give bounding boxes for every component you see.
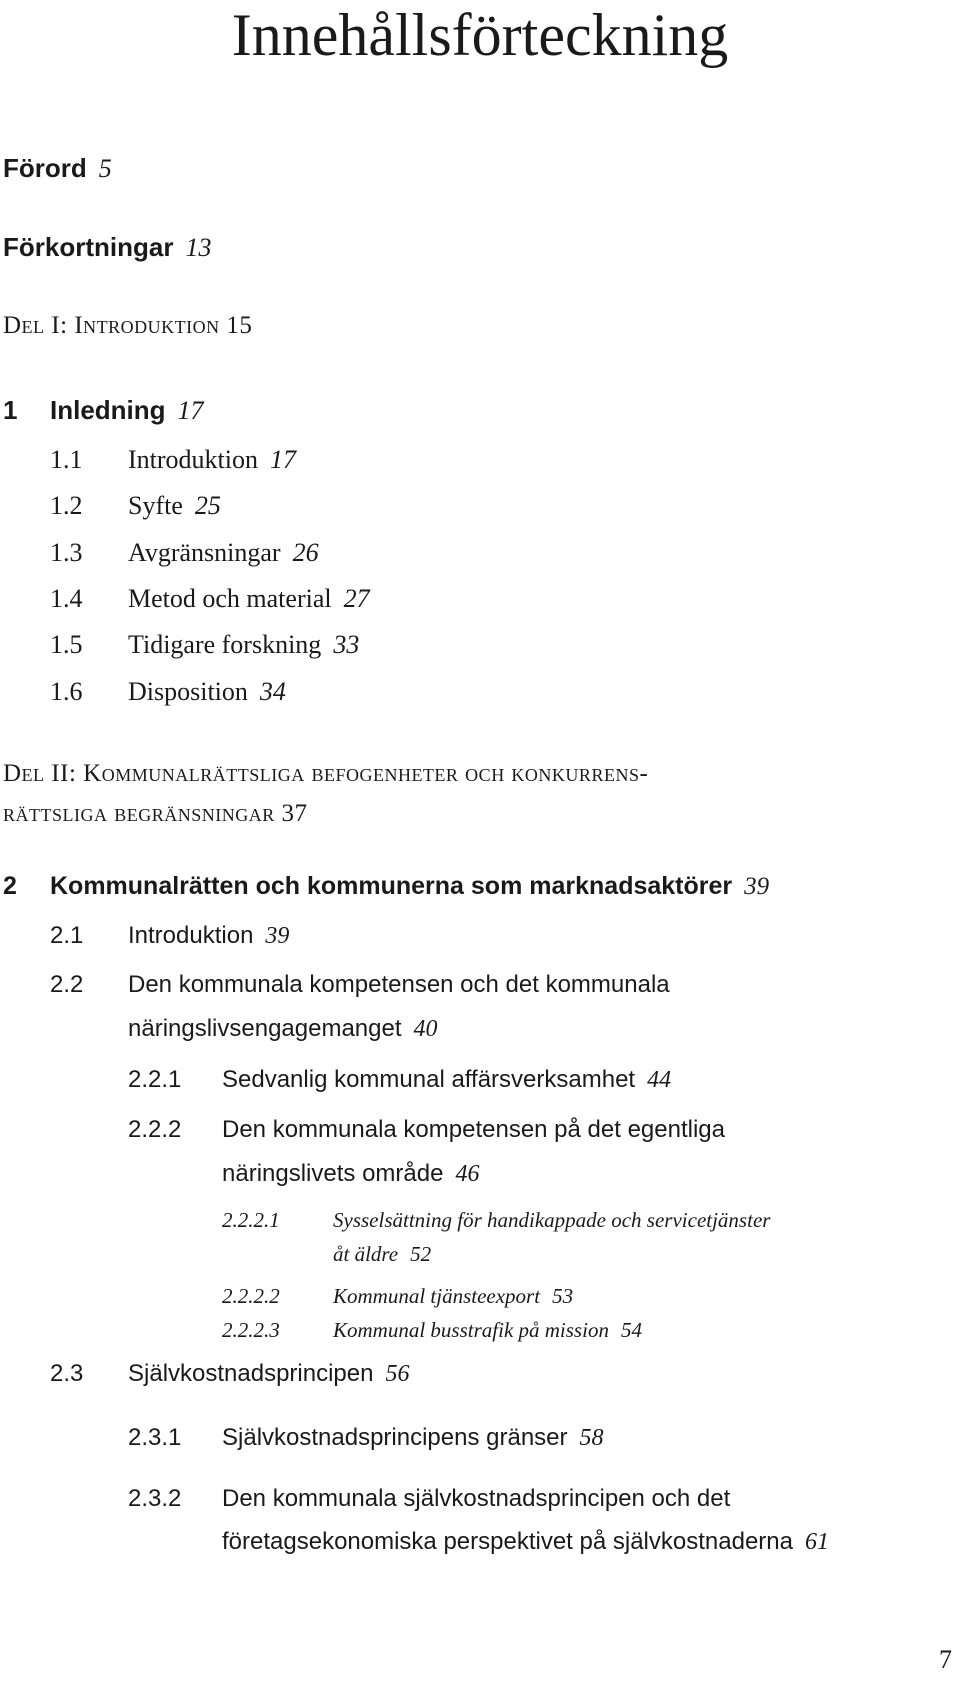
part-label: Del I: Introduktion — [3, 312, 220, 339]
section-label: Introduktion — [128, 922, 254, 949]
subsubsection-page: 52 — [410, 1242, 432, 1266]
subsubsection-label: Kommunal tjänsteexport — [333, 1284, 541, 1308]
chapter-number: 2 — [3, 872, 17, 900]
part-page: 37 — [281, 800, 308, 827]
subsubsection-entry[interactable] — [0, 1318, 960, 1348]
chapter-entry[interactable] — [0, 872, 960, 906]
entry-label: Förord — [3, 153, 87, 183]
section-entry[interactable] — [0, 1360, 960, 1394]
subsection-entry[interactable] — [0, 1066, 960, 1100]
subsubsection-page: 54 — [620, 1318, 642, 1342]
subsubsection-label: åt äldre — [333, 1242, 399, 1266]
subsection-entry-continued[interactable] — [0, 1160, 960, 1194]
subsection-entry-continued[interactable] — [0, 1528, 960, 1562]
subsection-entry[interactable] — [0, 1424, 960, 1458]
subsubsection-entry-continued[interactable] — [0, 1242, 960, 1272]
section-number: 1.4 — [50, 584, 83, 613]
page-title: Innehållsförteckning — [231, 2, 729, 68]
subsubsection-number: 2.2.2.1 — [222, 1208, 280, 1232]
toc-entry-forkortningar[interactable] — [3, 232, 960, 263]
section-page: 27 — [343, 584, 370, 613]
part-label: rättsliga begränsningar — [3, 800, 275, 827]
section-number: 2.1 — [50, 922, 84, 949]
subsection-label: Sedvanlig kommunal affärsverksamhet — [222, 1066, 636, 1093]
subsection-page: 44 — [647, 1067, 672, 1093]
subsubsection-entry[interactable] — [0, 1284, 960, 1314]
section-number: 1.2 — [50, 491, 83, 520]
subsubsection-label: Kommunal busstrafik på mission — [333, 1318, 609, 1342]
section-label: Metod och material — [128, 584, 332, 613]
chapter-number: 1 — [3, 395, 18, 425]
part-heading-continued[interactable] — [3, 800, 960, 828]
part-heading[interactable] — [3, 760, 960, 788]
subsection-entry[interactable] — [0, 1485, 960, 1519]
section-entry[interactable] — [0, 677, 960, 711]
section-entry[interactable] — [0, 584, 960, 618]
subsubsection-number: 2.2.2.2 — [222, 1284, 280, 1308]
section-number: 1.6 — [50, 677, 83, 706]
section-label: näringslivsengagemanget — [128, 1015, 402, 1042]
subsection-page: 58 — [579, 1425, 604, 1451]
section-page: 33 — [333, 630, 360, 659]
subsection-label: Självkostnadsprincipens gränser — [222, 1424, 568, 1451]
section-entry-continued[interactable] — [0, 1015, 960, 1049]
section-number: 1.5 — [50, 630, 83, 659]
section-label: Den kommunala kompetensen och det kommunala — [128, 971, 670, 998]
section-number: 1.1 — [50, 445, 83, 474]
entry-page: 13 — [185, 233, 212, 262]
subsection-label: Den kommunala självkostnadsprincipen och det — [222, 1485, 731, 1512]
part-page: 15 — [226, 312, 253, 339]
subsection-label: näringslivets område — [222, 1160, 444, 1187]
section-entry[interactable] — [0, 491, 960, 525]
subsection-entry[interactable] — [0, 1116, 960, 1150]
subsection-page: 46 — [455, 1161, 480, 1187]
section-entry[interactable] — [0, 922, 960, 956]
section-label: Syfte — [128, 491, 183, 520]
part-heading[interactable] — [3, 312, 960, 340]
chapter-label: Inledning — [50, 395, 166, 425]
section-page: 39 — [265, 923, 290, 949]
section-page: 17 — [270, 445, 296, 474]
part-label: Del II: Kommunalrättsliga befogenheter och konkurrens- — [3, 760, 649, 787]
page-number: 7 — [939, 1645, 952, 1674]
subsection-number: 2.3.2 — [128, 1485, 182, 1512]
subsection-label: Den kommunala kompetensen på det egentliga — [222, 1116, 725, 1143]
subsection-label: företagsekonomiska perspektivet på självkostnaderna — [222, 1528, 793, 1555]
subsubsection-page: 53 — [552, 1284, 574, 1308]
section-label: Självkostnadsprincipen — [128, 1360, 374, 1387]
section-page: 40 — [413, 1016, 438, 1042]
section-page: 34 — [259, 677, 286, 706]
chapter-page: 39 — [744, 873, 770, 900]
section-entry[interactable] — [0, 971, 960, 1005]
toc-entry-forord[interactable] — [3, 153, 960, 184]
section-entry[interactable] — [0, 445, 960, 479]
section-number: 2.2 — [50, 971, 84, 998]
section-page: 25 — [194, 491, 221, 520]
section-label: Introduktion — [128, 445, 258, 474]
section-label: Tidigare forskning — [128, 630, 322, 659]
entry-page: 5 — [98, 154, 112, 183]
section-number: 2.3 — [50, 1360, 84, 1387]
section-label: Avgränsningar — [128, 538, 281, 567]
section-page: 26 — [292, 538, 319, 567]
subsection-number: 2.3.1 — [128, 1424, 182, 1451]
chapter-page: 17 — [177, 396, 204, 425]
section-number: 1.3 — [50, 538, 83, 567]
section-entry[interactable] — [0, 538, 960, 572]
subsubsection-number: 2.2.2.3 — [222, 1318, 280, 1342]
chapter-entry[interactable] — [0, 395, 960, 429]
section-page: 56 — [385, 1361, 410, 1387]
section-entry[interactable] — [0, 630, 960, 664]
entry-label: Förkortningar — [3, 232, 174, 262]
subsubsection-entry[interactable] — [0, 1208, 960, 1238]
subsection-number: 2.2.1 — [128, 1066, 182, 1093]
subsection-number: 2.2.2 — [128, 1116, 182, 1143]
subsubsection-label: Sysselsättning för handikappade och servicetjänster — [333, 1208, 771, 1232]
chapter-label: Kommunalrätten och kommunerna som marknadsaktörer — [50, 872, 733, 900]
subsection-page: 61 — [804, 1529, 829, 1555]
section-label: Disposition — [128, 677, 248, 706]
